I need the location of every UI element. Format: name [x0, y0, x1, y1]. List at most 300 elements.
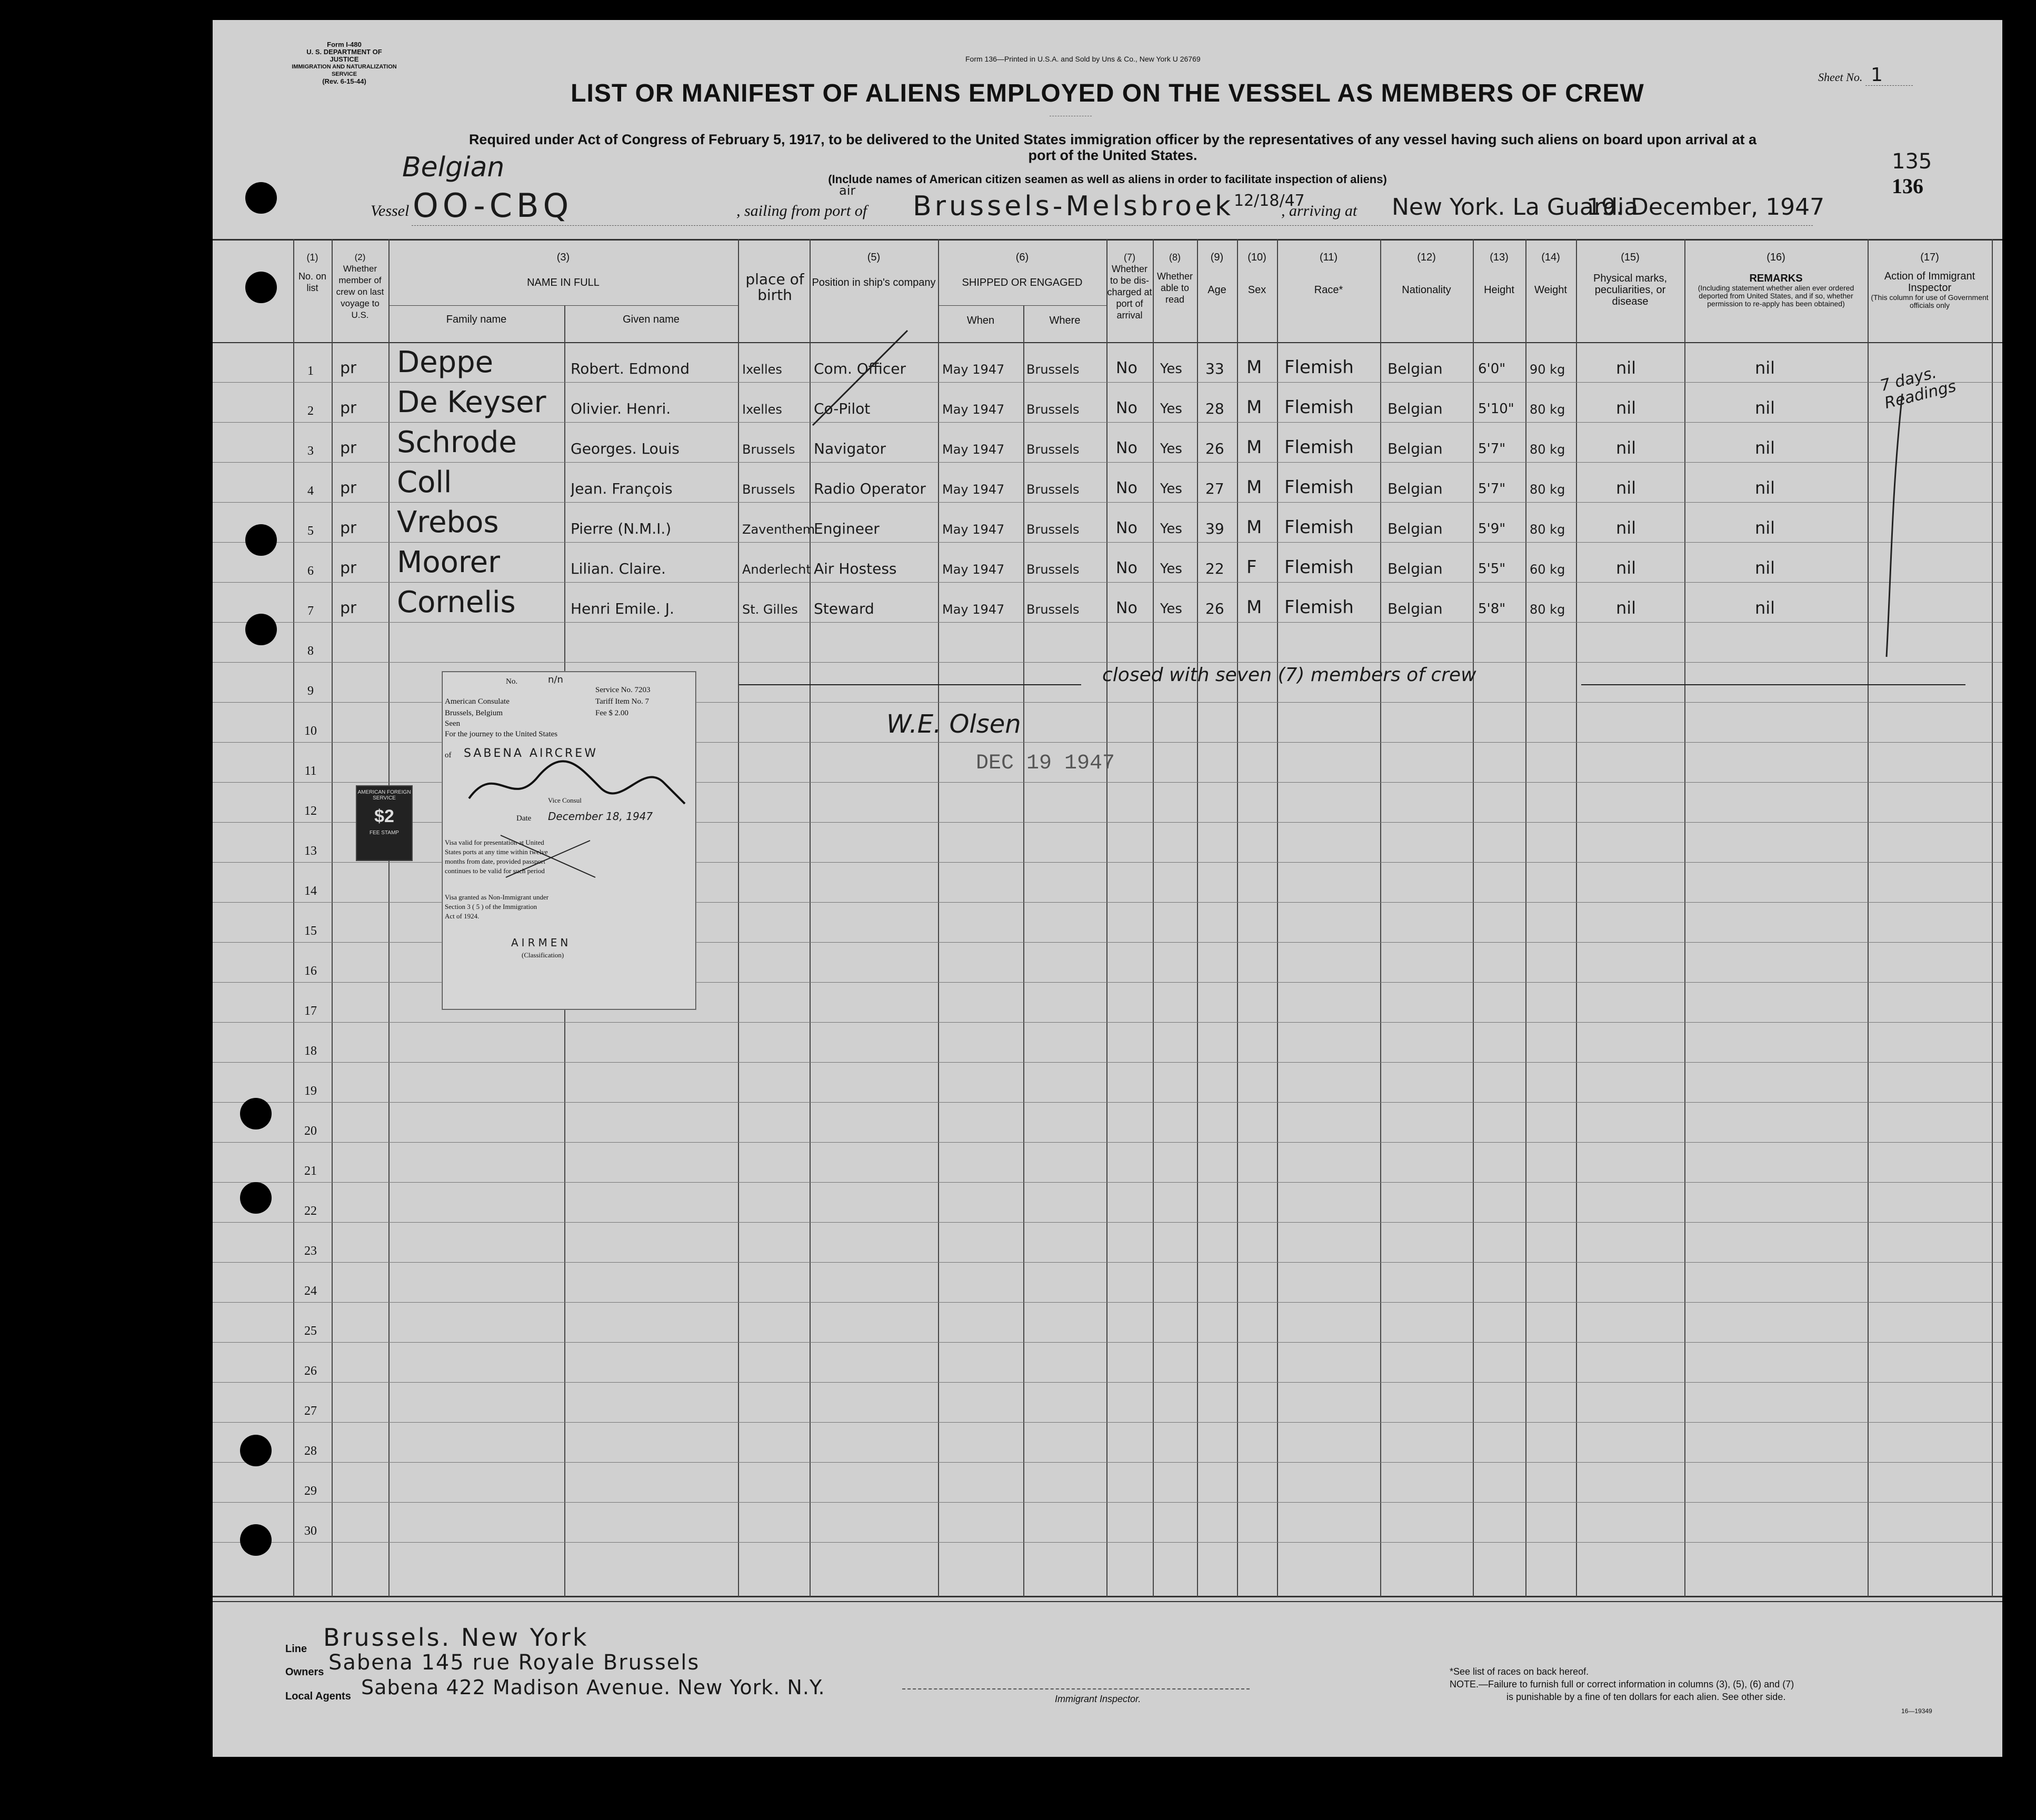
- given-name-header: Given name: [623, 314, 680, 325]
- crew-age: 28: [1205, 400, 1224, 417]
- footer-owners-value: Sabena 145 rue Royale Brussels: [328, 1651, 700, 1675]
- crew-birthplace: Brussels: [742, 482, 795, 497]
- department: U. S. DEPARTMENT OF JUSTICE: [306, 48, 382, 63]
- visa-no-label: No.: [506, 677, 518, 686]
- service: IMMIGRATION AND NATURALIZATION SERVICE: [292, 64, 397, 77]
- fee-stamp-top: AMERICAN FOREIGN SERVICE: [357, 789, 411, 801]
- crew-position: Steward: [814, 600, 874, 617]
- row-rule: [213, 462, 2002, 463]
- crew-given-name: Jean. François: [571, 480, 673, 497]
- crew-shipped-when: May 1947: [942, 402, 1005, 417]
- row-number: 15: [304, 924, 317, 938]
- col12-num: (12): [1417, 252, 1436, 263]
- col5-num: (5): [867, 252, 881, 263]
- sheet-number: 1: [1871, 64, 1883, 86]
- crew-sex: M: [1246, 517, 1262, 538]
- row-number: 21: [304, 1164, 317, 1178]
- crew-family-name: Moorer: [397, 545, 501, 579]
- col-line: [1525, 239, 1526, 1597]
- col9-num: (9): [1210, 252, 1224, 263]
- crew-family-name: Deppe: [397, 345, 494, 379]
- visa-stamp: [442, 672, 696, 1009]
- classification-label: (Classification): [522, 951, 564, 959]
- row-number: 8: [307, 644, 314, 658]
- vessel-underline: [412, 225, 943, 226]
- row-number: 17: [304, 1004, 317, 1018]
- air-note: air: [839, 183, 856, 198]
- crew-sex: M: [1246, 397, 1262, 418]
- col7-header: [1106, 252, 1153, 321]
- crew-shipped-where: Brussels: [1026, 562, 1080, 577]
- punch-hole: [240, 1435, 272, 1466]
- crew-family-name: De Keyser: [397, 385, 546, 419]
- crew-race: Flemish: [1284, 357, 1354, 378]
- col15-header: [1576, 252, 1684, 307]
- crew-position: Com. Officer: [814, 360, 906, 377]
- col-line: [1106, 239, 1107, 1597]
- consul-signature: [464, 756, 695, 814]
- crew-height: 5'9": [1478, 521, 1506, 537]
- crew-shipped-where: Brussels: [1026, 522, 1080, 537]
- row-rule: [213, 422, 2002, 423]
- row-number: 14: [304, 884, 317, 898]
- col-line: [332, 239, 333, 1597]
- row-rule: [213, 1182, 2002, 1183]
- crew-position: Engineer: [814, 520, 880, 537]
- crew-birthplace: Ixelles: [742, 402, 782, 417]
- visa-no-value: n/n: [548, 674, 563, 685]
- col6-label: SHIPPED OR ENGAGED: [962, 277, 1083, 288]
- col12-header: [1380, 252, 1473, 296]
- row-number: 1: [307, 364, 314, 378]
- row-rule: [213, 1262, 2002, 1263]
- col-line: [1237, 239, 1238, 1597]
- punch-hole: [240, 1098, 272, 1129]
- crew-height: 5'8": [1478, 601, 1506, 617]
- crew-given-name: Henri Emile. J.: [571, 600, 674, 617]
- row-number: 26: [304, 1364, 317, 1378]
- crew-sex: M: [1246, 437, 1262, 458]
- classification-value: AIRMEN: [511, 936, 572, 949]
- sailing-from: Brussels-Melsbroek: [913, 191, 1234, 222]
- col5-label: Position in ship's company: [812, 277, 936, 288]
- punch-hole: [245, 614, 277, 645]
- col2-header: [332, 252, 388, 321]
- crew-remarks: nil: [1755, 398, 1775, 418]
- crew-given-name: Georges. Louis: [571, 440, 680, 457]
- table-bottom-rule-2: [213, 1601, 2002, 1602]
- fee-stamp-value: $2: [374, 806, 394, 826]
- arriving-at: New York. La Guardia: [1392, 194, 1639, 221]
- journey-line: For the journey to the United States: [445, 730, 558, 738]
- service-no: Service No. 7203: [595, 686, 651, 694]
- crew-race: Flemish: [1284, 517, 1354, 538]
- crew-race: Flemish: [1284, 397, 1354, 418]
- granted-line-2: Section 3 ( 5 ) of the Immigration: [445, 903, 537, 911]
- crew-remarks: nil: [1755, 518, 1775, 538]
- crew-sex: M: [1246, 597, 1262, 618]
- crew-age: 26: [1205, 600, 1224, 617]
- row-rule: [213, 1502, 2002, 1503]
- valid-line-4: continues to be valid for such period: [445, 867, 545, 875]
- of-label: of: [445, 751, 452, 759]
- crew-weight: 60 kg: [1530, 562, 1565, 577]
- vessel-nationality: Belgian: [402, 152, 505, 183]
- crew-discharged: No: [1116, 479, 1137, 497]
- col5-header: [810, 252, 938, 288]
- col3-header: [388, 252, 738, 288]
- col13-header: [1473, 252, 1525, 296]
- col10-label: Sex: [1247, 284, 1266, 296]
- page-number: 136: [1892, 174, 1923, 198]
- crew-remarks: nil: [1755, 438, 1775, 458]
- col7-label: Whether to be dis-charged at port of arrival: [1107, 264, 1152, 321]
- sheet-label: Sheet No.: [1818, 71, 1863, 84]
- crew-weight: 80 kg: [1530, 402, 1565, 417]
- printer-line: Form 136—Printed in U.S.A. and Sold by Uns & Co., New York U 26769: [965, 55, 1201, 63]
- crew-shipped-where: Brussels: [1026, 402, 1080, 417]
- row-number: 2: [307, 404, 314, 418]
- closed-statement: closed with seven (7) members of crew: [1102, 664, 1476, 686]
- header-bottom-rule: [213, 342, 2002, 343]
- footer-agents-value: Sabena 422 Madison Avenue. New York. N.Y.: [361, 1676, 825, 1699]
- crew-can-read: Yes: [1160, 361, 1182, 377]
- row-number: 28: [304, 1444, 317, 1458]
- row-number: 13: [304, 844, 317, 858]
- col8-header: [1153, 252, 1197, 305]
- crew-shipped-when: May 1947: [942, 522, 1005, 537]
- col1-num: (1): [306, 252, 318, 263]
- valid-cross-out: [495, 830, 601, 883]
- row-number: 27: [304, 1404, 317, 1418]
- row-rule: [213, 662, 2002, 663]
- crew-discharged: No: [1116, 599, 1137, 617]
- where-header: Where: [1049, 315, 1081, 326]
- valid-line-1: Visa valid for presentation at United: [445, 838, 544, 846]
- required-statement: [286, 132, 1939, 163]
- row-rule: [213, 1422, 2002, 1423]
- page-number-handwritten: 135: [1892, 149, 1932, 174]
- crew-nationality: Belgian: [1388, 400, 1443, 417]
- col12-label: Nationality: [1402, 284, 1451, 296]
- col16-header: [1684, 252, 1868, 308]
- valid-line-3: months from date, provided passport: [445, 857, 545, 865]
- inspector-bracket: [1871, 388, 1913, 662]
- row-number: 24: [304, 1284, 317, 1298]
- crew-sex: M: [1246, 477, 1262, 498]
- punch-hole: [240, 1524, 272, 1556]
- arrival-date: 19. December, 1947: [1586, 194, 1825, 221]
- col2-num: (2): [354, 252, 366, 262]
- row-rule: [213, 542, 2002, 543]
- sheet-underline: [1865, 85, 1913, 86]
- col13-label: Height: [1484, 284, 1514, 296]
- row-rule: [213, 1022, 2002, 1023]
- consulate: American Consulate: [445, 697, 510, 706]
- col6-header: [938, 252, 1106, 288]
- col16-sublabel: (Including statement whether alien ever ordered deported from United States, and if so, whether permission to re-apply has been obtained): [1698, 284, 1854, 308]
- crew-height: 6'0": [1478, 361, 1506, 377]
- required-line-2: port of the United States.: [1028, 147, 1197, 163]
- row-number: 12: [304, 804, 317, 818]
- col16-num: (16): [1766, 252, 1785, 263]
- sailing-underline: [897, 225, 1813, 226]
- crew-remarks: nil: [1755, 558, 1775, 578]
- crew-shipped-when: May 1947: [942, 562, 1005, 577]
- inspector-signature-line: [902, 1688, 1250, 1689]
- col6-num: (6): [1015, 252, 1029, 263]
- row-number: 10: [304, 724, 317, 738]
- form-number: Form I-480: [327, 41, 362, 48]
- row-rule: [213, 382, 2002, 383]
- vice-consul-label: Vice Consul: [548, 796, 582, 804]
- crew-birthplace: Ixelles: [742, 362, 782, 377]
- row-number: 11: [304, 764, 317, 778]
- crew-birthplace: Anderlecht: [742, 562, 811, 577]
- col-line: [810, 239, 811, 1597]
- required-line-1: Required under Act of Congress of February 5, 1917, to be delivered to the United States immigration officer by the representatives of any vessel having such aliens on board upon arrival at a: [468, 132, 1757, 147]
- crew-height: 5'7": [1478, 481, 1506, 497]
- seen-label: Seen: [445, 719, 461, 728]
- date-value: December 18, 1947: [548, 810, 653, 823]
- crew-shipped-where: Brussels: [1026, 362, 1080, 377]
- crew-shipped-when: May 1947: [942, 602, 1005, 617]
- row-number: 18: [304, 1044, 317, 1058]
- crew-nationality: Belgian: [1388, 480, 1443, 497]
- crew-physical-marks: nil: [1616, 558, 1636, 578]
- crew-age: 22: [1205, 560, 1224, 577]
- col10-header: [1237, 252, 1277, 296]
- crew-prev-voyage: pr: [340, 479, 357, 497]
- footer-agents-label: Local Agents: [285, 1691, 351, 1702]
- col-line: [1023, 305, 1024, 1597]
- punch-hole: [245, 524, 277, 556]
- col8-num: (8): [1169, 252, 1181, 263]
- include-note: (Include names of American citizen seamen as well as aliens in order to facilitate inspection of aliens): [828, 173, 1387, 186]
- crew-weight: 80 kg: [1530, 522, 1565, 537]
- col3-label: NAME IN FULL: [527, 277, 600, 288]
- crew-position: Navigator: [814, 440, 886, 457]
- crew-shipped-when: May 1947: [942, 482, 1005, 497]
- col17-num: (17): [1920, 252, 1939, 263]
- crew-can-read: Yes: [1160, 521, 1182, 537]
- crew-prev-voyage: pr: [340, 519, 357, 537]
- col9-header: [1197, 252, 1237, 296]
- crew-physical-marks: nil: [1616, 518, 1636, 538]
- col-line: [1684, 239, 1685, 1597]
- crew-family-name: Schrode: [397, 425, 517, 459]
- row-rule: [213, 1382, 2002, 1383]
- crew-age: 39: [1205, 520, 1224, 537]
- row-rule: [213, 502, 2002, 503]
- form-code: 16—19349: [1901, 1707, 1932, 1715]
- crew-prev-voyage: pr: [340, 599, 357, 617]
- crew-age: 27: [1205, 480, 1224, 497]
- closing-rule-right: [1581, 684, 1965, 685]
- row-rule: [213, 1142, 2002, 1143]
- inspector-signature: W.E. Olsen: [886, 709, 1021, 739]
- consulate-city: Brussels, Belgium: [445, 709, 503, 717]
- col1-header: [293, 252, 332, 294]
- crew-remarks: nil: [1755, 358, 1775, 378]
- crew-birthplace: Brussels: [742, 442, 795, 457]
- granted-line-3: Act of 1924.: [445, 912, 480, 920]
- date-stamp: DEC 19 1947: [976, 752, 1115, 775]
- col-line: [1197, 239, 1198, 1597]
- col14-label: Weight: [1534, 284, 1567, 296]
- row-number: 4: [307, 484, 314, 498]
- crew-family-name: Vrebos: [397, 505, 499, 539]
- crew-remarks: nil: [1755, 478, 1775, 498]
- punch-hole: [245, 272, 277, 303]
- crew-race: Flemish: [1284, 477, 1354, 498]
- crew-discharged: No: [1116, 399, 1137, 417]
- col3-num: (3): [556, 252, 570, 263]
- crew-position: Co-Pilot: [814, 400, 871, 417]
- row-number: 16: [304, 964, 317, 978]
- crew-height: 5'5": [1478, 561, 1506, 577]
- birth-column-slash: [807, 325, 913, 431]
- col1-label: No. on list: [298, 271, 327, 293]
- col17-sublabel: (This column for use of Government officials only: [1871, 293, 1989, 309]
- fee-stamp: [356, 785, 413, 861]
- table-top-rule: [213, 239, 2002, 241]
- col-line: [738, 239, 739, 1597]
- row-rule: [213, 1222, 2002, 1223]
- col16-label: REMARKS: [1749, 273, 1803, 284]
- crew-given-name: Olivier. Henri.: [571, 400, 671, 417]
- manifest-title: LIST OR MANIFEST OF ALIENS EMPLOYED ON THE VESSEL AS MEMBERS OF CREW: [571, 79, 1644, 107]
- crew-discharged: No: [1116, 559, 1137, 577]
- row-number: 30: [304, 1524, 317, 1538]
- row-number: 29: [304, 1484, 317, 1498]
- row-number: 19: [304, 1084, 317, 1098]
- col15-num: (15): [1621, 252, 1640, 263]
- row-rule: [213, 622, 2002, 623]
- crew-given-name: Lilian. Claire.: [571, 560, 666, 577]
- row-rule: [213, 1342, 2002, 1343]
- col-line: [938, 239, 939, 1597]
- footer-inspector-label: Immigrant Inspector.: [1055, 1694, 1141, 1704]
- tariff-item: Tariff Item No. 7: [595, 697, 649, 706]
- crew-nationality: Belgian: [1388, 560, 1443, 577]
- crew-shipped-when: May 1947: [942, 362, 1005, 377]
- crew-position: Air Hostess: [814, 560, 897, 577]
- row-number: 5: [307, 524, 314, 538]
- crew-prev-voyage: pr: [340, 439, 357, 457]
- col-line: [1473, 239, 1474, 1597]
- crew-position: Radio Operator: [814, 480, 926, 497]
- row-rule: [213, 1102, 2002, 1103]
- col17-header: [1868, 252, 1992, 309]
- crew-can-read: Yes: [1160, 481, 1182, 497]
- col13-num: (13): [1490, 252, 1509, 263]
- crew-birthplace: Zaventhem: [742, 522, 815, 537]
- crew-birthplace: St. Gilles: [742, 602, 798, 617]
- vessel-name: OO-CBQ: [413, 186, 573, 225]
- crew-weight: 80 kg: [1530, 602, 1565, 617]
- col-line: [1992, 239, 1993, 1597]
- crew-weight: 90 kg: [1530, 362, 1565, 377]
- punch-hole: [240, 1182, 272, 1214]
- col11-label: Race*: [1314, 284, 1343, 296]
- col-line: [1277, 239, 1278, 1597]
- row-number: 25: [304, 1324, 317, 1338]
- crew-family-name: Cornelis: [397, 585, 516, 619]
- crew-discharged: No: [1116, 359, 1137, 377]
- family-name-header: Family name: [446, 314, 507, 325]
- col15-label: Physical marks, peculiarities, or disease: [1593, 273, 1668, 307]
- crew-prev-voyage: pr: [340, 399, 357, 417]
- row-number: 7: [307, 604, 314, 618]
- crew-race: Flemish: [1284, 597, 1354, 618]
- crew-height: 5'7": [1478, 441, 1506, 457]
- races-note: *See list of races on back hereof.: [1450, 1666, 1589, 1677]
- table-bottom-rule: [213, 1596, 2002, 1597]
- crew-family-name: Coll: [397, 465, 452, 499]
- row-rule: [213, 1302, 2002, 1303]
- col-line: [293, 239, 294, 1597]
- col7-num: (7): [1124, 252, 1135, 263]
- col9-label: Age: [1207, 284, 1226, 296]
- crew-nationality: Belgian: [1388, 600, 1443, 617]
- crew-shipped-where: Brussels: [1026, 602, 1080, 617]
- date-label: Date: [516, 814, 532, 823]
- crew-height: 5'10": [1478, 401, 1514, 417]
- crew-can-read: Yes: [1160, 601, 1182, 617]
- col14-num: (14): [1541, 252, 1560, 263]
- footer-line-label: Line: [285, 1643, 307, 1655]
- col-line: [1380, 239, 1381, 1597]
- crew-age: 26: [1205, 440, 1224, 457]
- note-line-1: NOTE.—Failure to furnish full or correct information in columns (3), (5), (6) and (7): [1450, 1679, 1794, 1689]
- footer-line-value: Brussels. New York: [323, 1623, 589, 1652]
- crew-shipped-where: Brussels: [1026, 482, 1080, 497]
- crew-given-name: Robert. Edmond: [571, 360, 690, 377]
- row-number: 3: [307, 444, 314, 458]
- inspector-note: 7 days. Readings: [1878, 363, 1958, 413]
- row-rule: [213, 1062, 2002, 1063]
- col8-label: Whether able to read: [1156, 271, 1193, 305]
- row-rule: [213, 582, 2002, 583]
- crew-given-name: Pierre (N.M.I.): [571, 520, 672, 537]
- note-line-2: is punishable by a fine of ten dollars for each alien. See other side.: [1506, 1692, 1786, 1702]
- sailing-label: , sailing from port of: [736, 202, 867, 219]
- visa-fee: Fee $ 2.00: [595, 709, 628, 717]
- footer-owners-label: Owners: [285, 1666, 324, 1678]
- crew-physical-marks: nil: [1616, 398, 1636, 418]
- col10-num: (10): [1247, 252, 1266, 263]
- col-line: [1576, 239, 1577, 1597]
- crew-sex: F: [1246, 557, 1257, 578]
- when-header: When: [966, 315, 995, 326]
- crew-shipped-when: May 1947: [942, 442, 1005, 457]
- manifest-sheet: [213, 20, 2002, 1757]
- sailing-date: 12/18/47: [1234, 192, 1305, 210]
- col2-label: Whether member of crew on last voyage to U.S.: [336, 264, 384, 320]
- crew-race: Flemish: [1284, 557, 1354, 578]
- col11-num: (11): [1319, 252, 1338, 263]
- col11-header: [1277, 252, 1380, 296]
- arriving-label: , arriving at: [1281, 202, 1358, 219]
- crew-race: Flemish: [1284, 437, 1354, 458]
- col-line: [388, 239, 390, 1597]
- crew-physical-marks: nil: [1616, 358, 1636, 378]
- crew-weight: 80 kg: [1530, 442, 1565, 457]
- row-rule: [213, 1462, 2002, 1463]
- punch-hole: [245, 182, 277, 214]
- crew-age: 33: [1205, 360, 1224, 377]
